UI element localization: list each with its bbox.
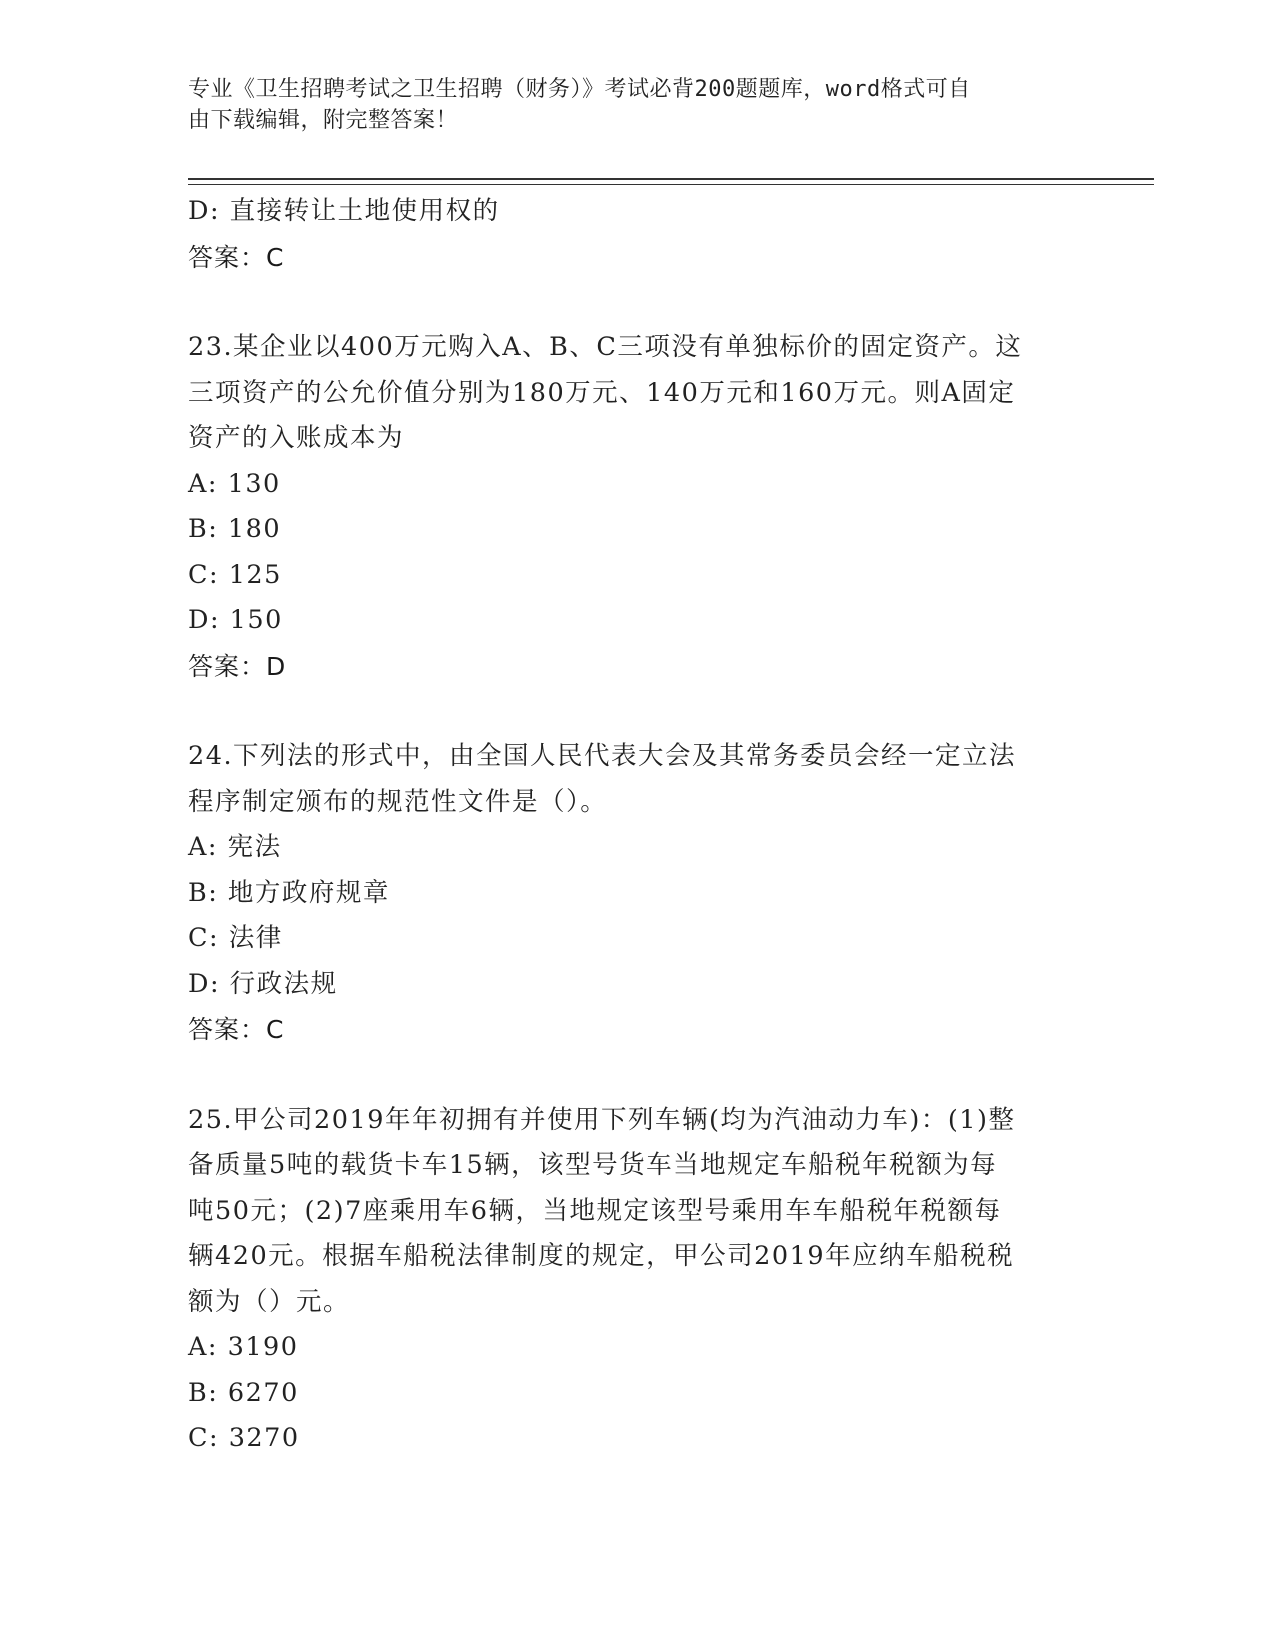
option-c: C: 法律 — [188, 923, 283, 953]
question-text-line: 额为（）元。 — [188, 1286, 351, 1317]
spacer — [188, 1053, 1078, 1098]
option-d: D: 行政法规 — [188, 968, 338, 999]
option-c: C: 125 — [188, 559, 282, 590]
option-b: B: 地方政府规章 — [188, 877, 390, 908]
option-b: B: 180 — [188, 514, 282, 544]
question-text-line: 程序制定颁布的规范性文件是（）。 — [188, 786, 608, 817]
option-d: D: 直接转让土地使用权的 — [188, 196, 500, 226]
question-text-line: 23.某企业以400万元购入A、B、C三项没有单独标价的固定资产。这 — [188, 332, 1023, 362]
question-text-line: 24.下列法的形式中，由全国人民代表大会及其常务委员会经一定立法 — [188, 741, 1017, 771]
spacer — [188, 280, 1078, 325]
answer-line: 答案：C — [188, 1015, 285, 1044]
header-line-2: 由下载编辑，附完整答案！ — [188, 108, 459, 133]
question-23 — [188, 325, 1078, 689]
document-body — [188, 189, 1078, 1462]
option-a: A: 130 — [188, 468, 281, 499]
previous-question-tail — [188, 189, 1078, 280]
question-text-line: 辆420元。根据车船税法律制度的规定，甲公司2019年应纳车船税税 — [188, 1241, 1015, 1271]
question-24 — [188, 734, 1078, 1053]
answer-line: 答案：D — [188, 651, 287, 681]
header-divider-thin — [188, 184, 1154, 185]
page-header — [188, 74, 1068, 136]
option-d: D: 150 — [188, 605, 283, 635]
question-25 — [188, 1098, 1078, 1462]
question-text-line: 25.甲公司2019年年初拥有并使用下列车辆(均为汽油动力车)：(1)整 — [188, 1104, 1016, 1135]
option-a: A: 宪法 — [188, 832, 282, 862]
header-divider-thick — [188, 178, 1154, 180]
question-text-line: 三项资产的公允价值分别为180万元、140万元和160万元。则A固定 — [188, 377, 1016, 408]
option-b: B: 6270 — [188, 1377, 299, 1408]
answer-line: 答案：C — [188, 242, 285, 272]
question-text-line: 备质量5吨的载货卡车15辆，该型号货车当地规定车船税年税额为每 — [188, 1150, 998, 1180]
question-text-line: 吨50元；(2)7座乘用车6辆，当地规定该型号乘用车车船税年税额每 — [188, 1195, 1002, 1226]
spacer — [188, 689, 1078, 734]
option-c: C: 3270 — [188, 1423, 300, 1453]
header-line-1: 专业《卫生招聘考试之卫生招聘（财务）》考试必背200题题库，word格式可自 — [188, 77, 971, 102]
option-a: A: 3190 — [188, 1332, 299, 1362]
question-text-line: 资产的入账成本为 — [188, 423, 405, 453]
